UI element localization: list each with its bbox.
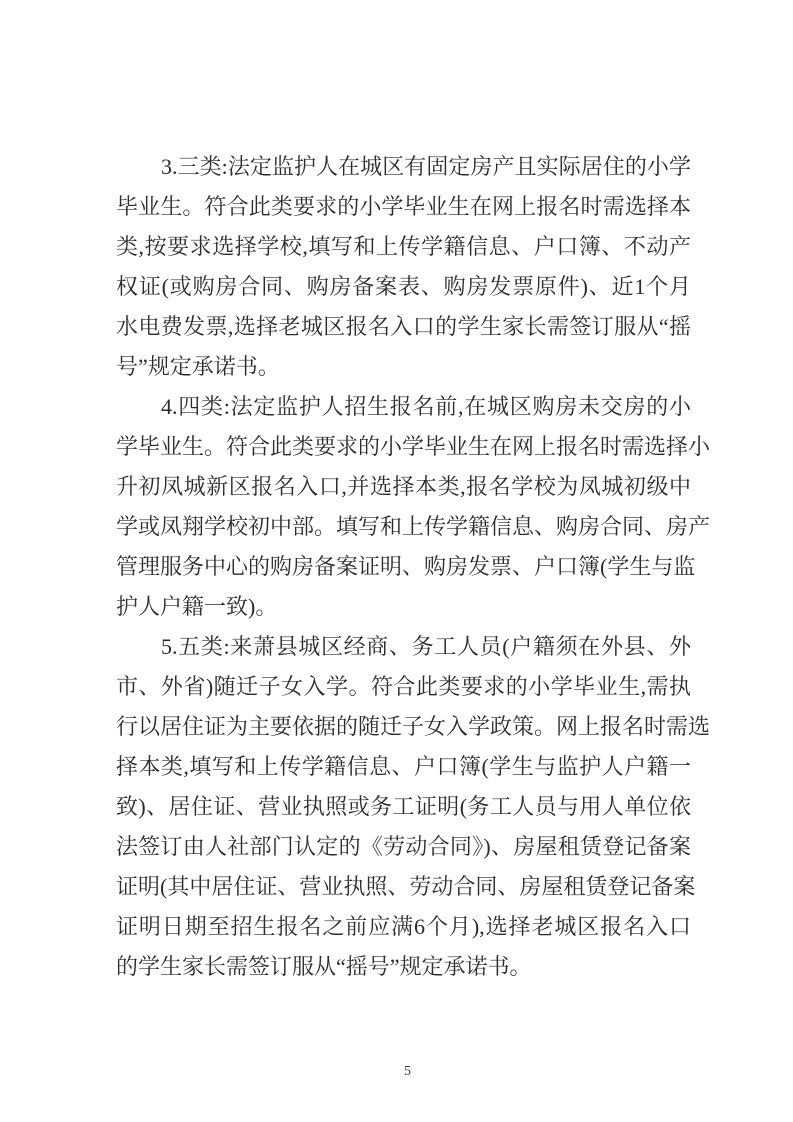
document-body — [116, 147, 711, 987]
text-line: 致)、居住证、营业执照或务工证明(务工人员与用人单位依 — [116, 794, 691, 819]
text-line: 市、外省)随迁子女入学。符合此类要求的小学毕业生,需执 — [116, 674, 691, 699]
text-line-category3-start: 3.三类:法定监护人在城区有固定房产且实际居住的小学 — [161, 154, 691, 179]
text-line: 法签订由人社部门认定的《劳动合同》)、房屋租赁登记备案 — [116, 834, 691, 859]
text-line-category5-end: 的学生家长需签订服从“摇号”规定承诺书。 — [116, 954, 532, 979]
text-line-category5-start: 5.五类:来萧县城区经商、务工人员(户籍须在外县、外 — [161, 634, 691, 659]
text-line: 择本类,填写和上传学籍信息、户口簿(学生与监护人户籍一 — [116, 754, 691, 779]
text-line: 学或凤翔学校初中部。填写和上传学籍信息、购房合同、房产 — [116, 514, 711, 539]
page-number: 5 — [404, 1064, 411, 1079]
text-line: 行以居住证为主要依据的随迁子女入学政策。网上报名时需选 — [116, 714, 711, 739]
text-line: 类,按要求选择学校,填写和上传学籍信息、户口簿、不动产 — [116, 234, 691, 259]
text-line: 毕业生。符合此类要求的小学毕业生在网上报名时需选择本 — [116, 194, 691, 219]
text-line: 水电费发票,选择老城区报名入口的学生家长需签订服从“摇 — [116, 314, 691, 339]
text-line: 证明日期至招生报名之前应满6个月),选择老城区报名入口 — [116, 914, 691, 939]
text-line: 证明(其中居住证、营业执照、劳动合同、房屋租赁登记备案 — [116, 874, 696, 899]
text-line-category4-start: 4.四类:法定监护人招生报名前,在城区购房未交房的小 — [161, 394, 691, 419]
text-line-category3-end: 号”规定承诺书。 — [116, 354, 280, 379]
text-line-category4-end: 护人户籍一致)。 — [116, 594, 278, 619]
text-line: 管理服务中心的购房备案证明、购房发票、户口簿(学生与监 — [116, 554, 696, 579]
text-line: 升初凤城新区报名入口,并选择本类,报名学校为凤城初级中 — [116, 474, 691, 499]
text-line: 权证(或购房合同、购房备案表、购房发票原件)、近1个月 — [116, 274, 691, 299]
text-line: 学毕业生。符合此类要求的小学毕业生在网上报名时需选择小 — [116, 434, 711, 459]
